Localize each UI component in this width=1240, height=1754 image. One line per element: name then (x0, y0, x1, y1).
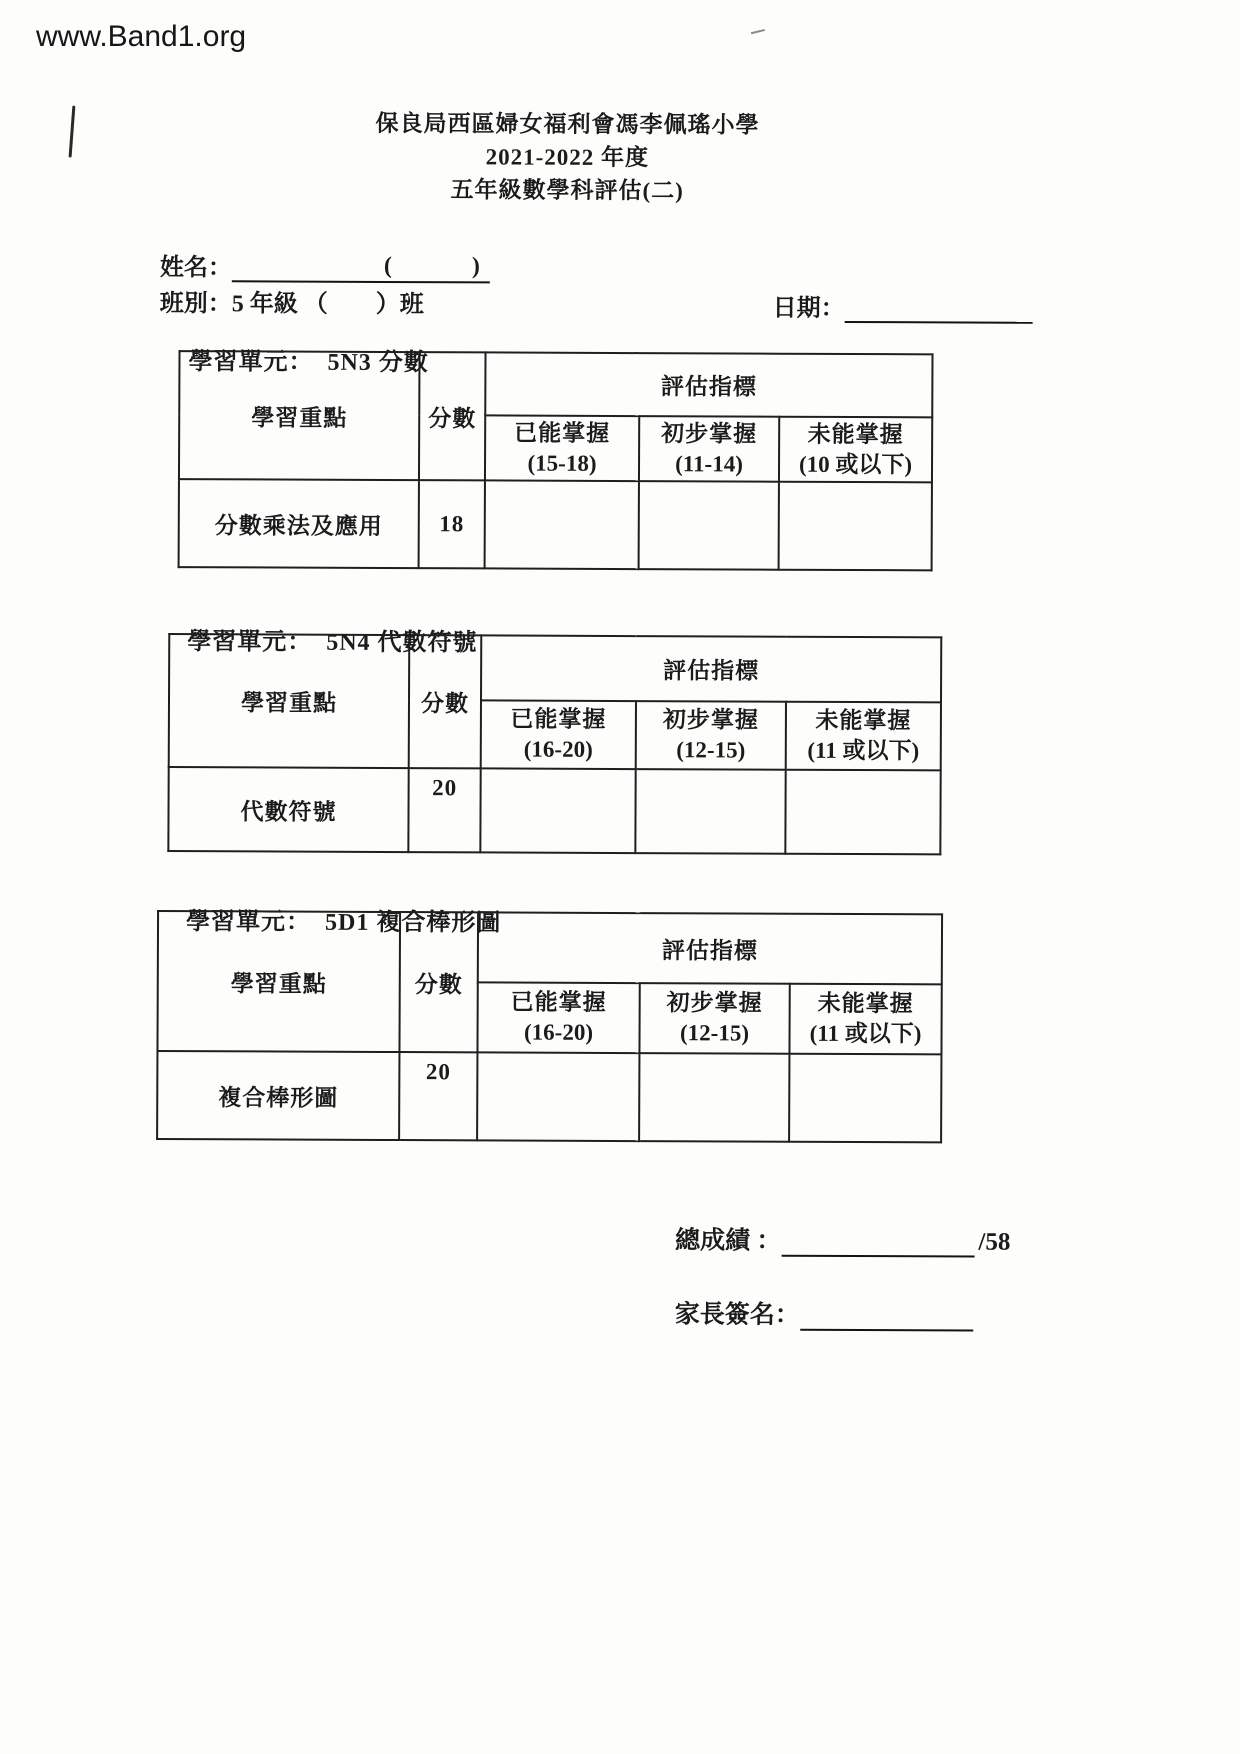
focus-cell: 分數乘法及應用 (179, 479, 419, 568)
parent-signature-label: 家長簽名： (674, 1301, 800, 1329)
focus-header: 學習重點 (157, 911, 400, 1052)
level-header-partial: 初步掌握 (12-15) (636, 701, 786, 770)
assessment-table-5d1 (156, 910, 943, 1143)
mark-cell-not-mastered (789, 1054, 941, 1143)
mark-cell-partial (639, 1053, 789, 1142)
unit-value: 5N3 分數 (327, 349, 429, 377)
mark-cell-not-mastered (779, 482, 932, 571)
score-cell: 18 (419, 480, 485, 568)
unit-value: 5D1 複合棒形圖 (324, 909, 502, 937)
mark-cell-mastered (477, 1052, 639, 1141)
indicator-header: 評估指標 (478, 912, 942, 984)
mark-cell-mastered (480, 768, 635, 853)
form-header (2, 105, 1132, 209)
parent-signature-blank-line (800, 1299, 973, 1332)
mark-cell-partial (639, 481, 779, 570)
parent-signature-row (637, 1266, 973, 1359)
mark-cell-mastered (485, 480, 639, 569)
date-row (737, 261, 1033, 351)
score-header: 分數 (399, 912, 478, 1052)
assessment-table-5n4 (167, 633, 942, 855)
unit-label: 學習單元： (185, 909, 312, 936)
total-score-max: /58 (978, 1228, 1011, 1256)
name-blank-line: ( ) (232, 250, 490, 283)
level-header-not-mastered: 未能掌握 (11 或以下) (786, 702, 941, 771)
total-score-label: 總成績 ： (675, 1227, 782, 1255)
level-header-partial: 初步掌握 (12-15) (639, 983, 789, 1054)
indicator-header: 評估指標 (485, 352, 932, 417)
name-label: 姓名： (159, 254, 232, 282)
scan-dash-artifact (751, 29, 765, 34)
date-label: 日期： (772, 295, 845, 322)
score-header: 分數 (419, 352, 486, 480)
indicator-header: 評估指標 (481, 635, 941, 702)
focus-cell: 複合棒形圖 (157, 1051, 399, 1140)
focus-header: 學習重點 (169, 634, 410, 768)
form-title: 五年級數學科評估(二) (450, 177, 684, 204)
site-watermark: www.Band1.org (36, 20, 247, 53)
unit-label: 學習單元： (187, 629, 313, 656)
unit-value: 5N4 代數符號 (326, 629, 478, 657)
focus-header: 學習重點 (179, 351, 420, 480)
unit-label: 學習單元： (188, 349, 314, 376)
mark-cell-not-mastered (785, 770, 940, 855)
school-name: 保良局西區婦女福利會馮李佩瑤小學 (375, 110, 760, 138)
date-blank-line (845, 291, 1033, 324)
school-year: 2021-2022 年度 (485, 144, 650, 171)
level-header-partial: 初步掌握 (11-14) (639, 416, 779, 482)
level-header-mastered: 已能掌握 (15-18) (485, 415, 639, 481)
level-header-mastered: 已能掌握 (16-20) (477, 982, 639, 1053)
level-header-not-mastered: 未能掌握 (11 或以下) (789, 984, 941, 1055)
total-score-blank-line (781, 1225, 974, 1258)
class-label: 班別：5 年級 （ ）班 (159, 290, 424, 319)
level-header-not-mastered: 未能掌握 (10 或以下) (779, 417, 932, 483)
score-header: 分數 (409, 635, 482, 768)
mark-cell-partial (635, 769, 785, 854)
focus-cell: 代數符號 (168, 767, 408, 852)
score-cell: 20 (399, 1052, 477, 1140)
assessment-table-5n3 (178, 350, 934, 571)
level-header-mastered: 已能掌握 (16-20) (481, 700, 636, 769)
score-cell: 20 (408, 768, 480, 852)
